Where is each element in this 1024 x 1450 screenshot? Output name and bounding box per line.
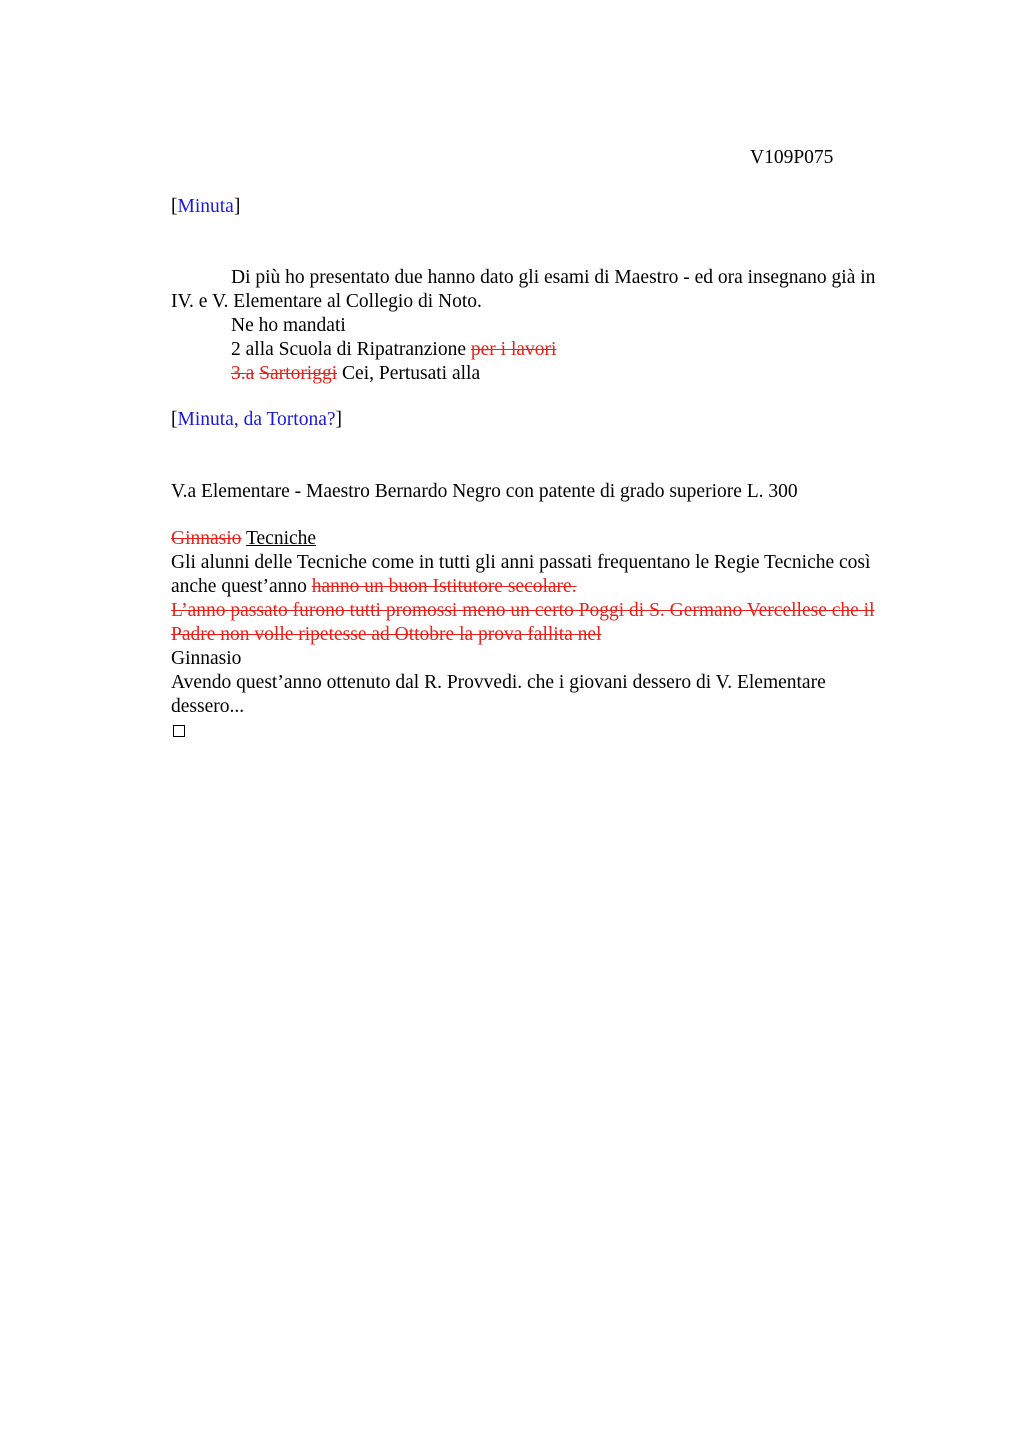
checkbox-line [171, 719, 931, 743]
deleted-text: per i lavori [470, 339, 557, 360]
deleted-text: Ginnasio [171, 528, 242, 549]
empty-checkbox-icon [173, 725, 185, 737]
deleted-text: 3.a [231, 363, 255, 384]
text-line: V.a Elementare - Maestro Bernardo Negro con patente di grado superiore L. 300 [171, 481, 798, 502]
document-id: V109P075 [750, 147, 834, 168]
paragraph-elementare [171, 480, 931, 504]
deleted-line: L’anno passato furono tutti promossi meno un certo Poggi di S. Germano Vercellese che il [171, 600, 875, 621]
section-label-tortona [171, 408, 931, 432]
text-line: Ne ho mandati [231, 315, 346, 336]
heading-line [171, 527, 931, 551]
paragraph-tecniche [171, 527, 931, 743]
text-segment: anche quest’anno [171, 576, 312, 597]
text-line: Gli alunni delle Tecniche come in tutti gli anni passati frequentano le Regie Tecniche così [171, 552, 871, 573]
text-line-with-deletion [171, 338, 931, 362]
bracket-open: [ [171, 196, 178, 217]
bracket-close: ] [233, 196, 241, 217]
section-label-minuta [171, 195, 931, 219]
deleted-line: Padre non volle ripetesse ad Ottobre la prova fallita nel [171, 624, 602, 645]
text-line: dessero... [171, 696, 245, 717]
deleted-text: Sartoriggi [259, 363, 338, 384]
section-label-text: Minuta [177, 196, 234, 217]
deleted-text: hanno un buon Istitutore secolare. [311, 576, 577, 597]
text-line: IV. e V. Elementare al Collegio di Noto. [171, 291, 482, 312]
underlined-heading: Tecniche [245, 528, 317, 549]
text-line: Ginnasio [171, 648, 242, 669]
bracket-close: ] [335, 409, 343, 430]
bracket-open: [ [171, 409, 178, 430]
text-line-with-deletion [171, 575, 931, 599]
text-line: Di più ho presentato due hanno dato gli esami di Maestro - ed ora insegnano già in [231, 267, 876, 288]
section-label-text: Minuta, da Tortona? [177, 409, 336, 430]
text-segment: Cei, Pertusati alla [337, 363, 481, 384]
text-line-with-deletion [171, 362, 931, 386]
text-segment: 2 alla Scuola di Ripatranzione [231, 339, 471, 360]
paragraph-maestro [171, 266, 931, 386]
text-line: Avendo quest’anno ottenuto dal R. Provvedi. che i giovani dessero di V. Elementare [171, 672, 826, 693]
